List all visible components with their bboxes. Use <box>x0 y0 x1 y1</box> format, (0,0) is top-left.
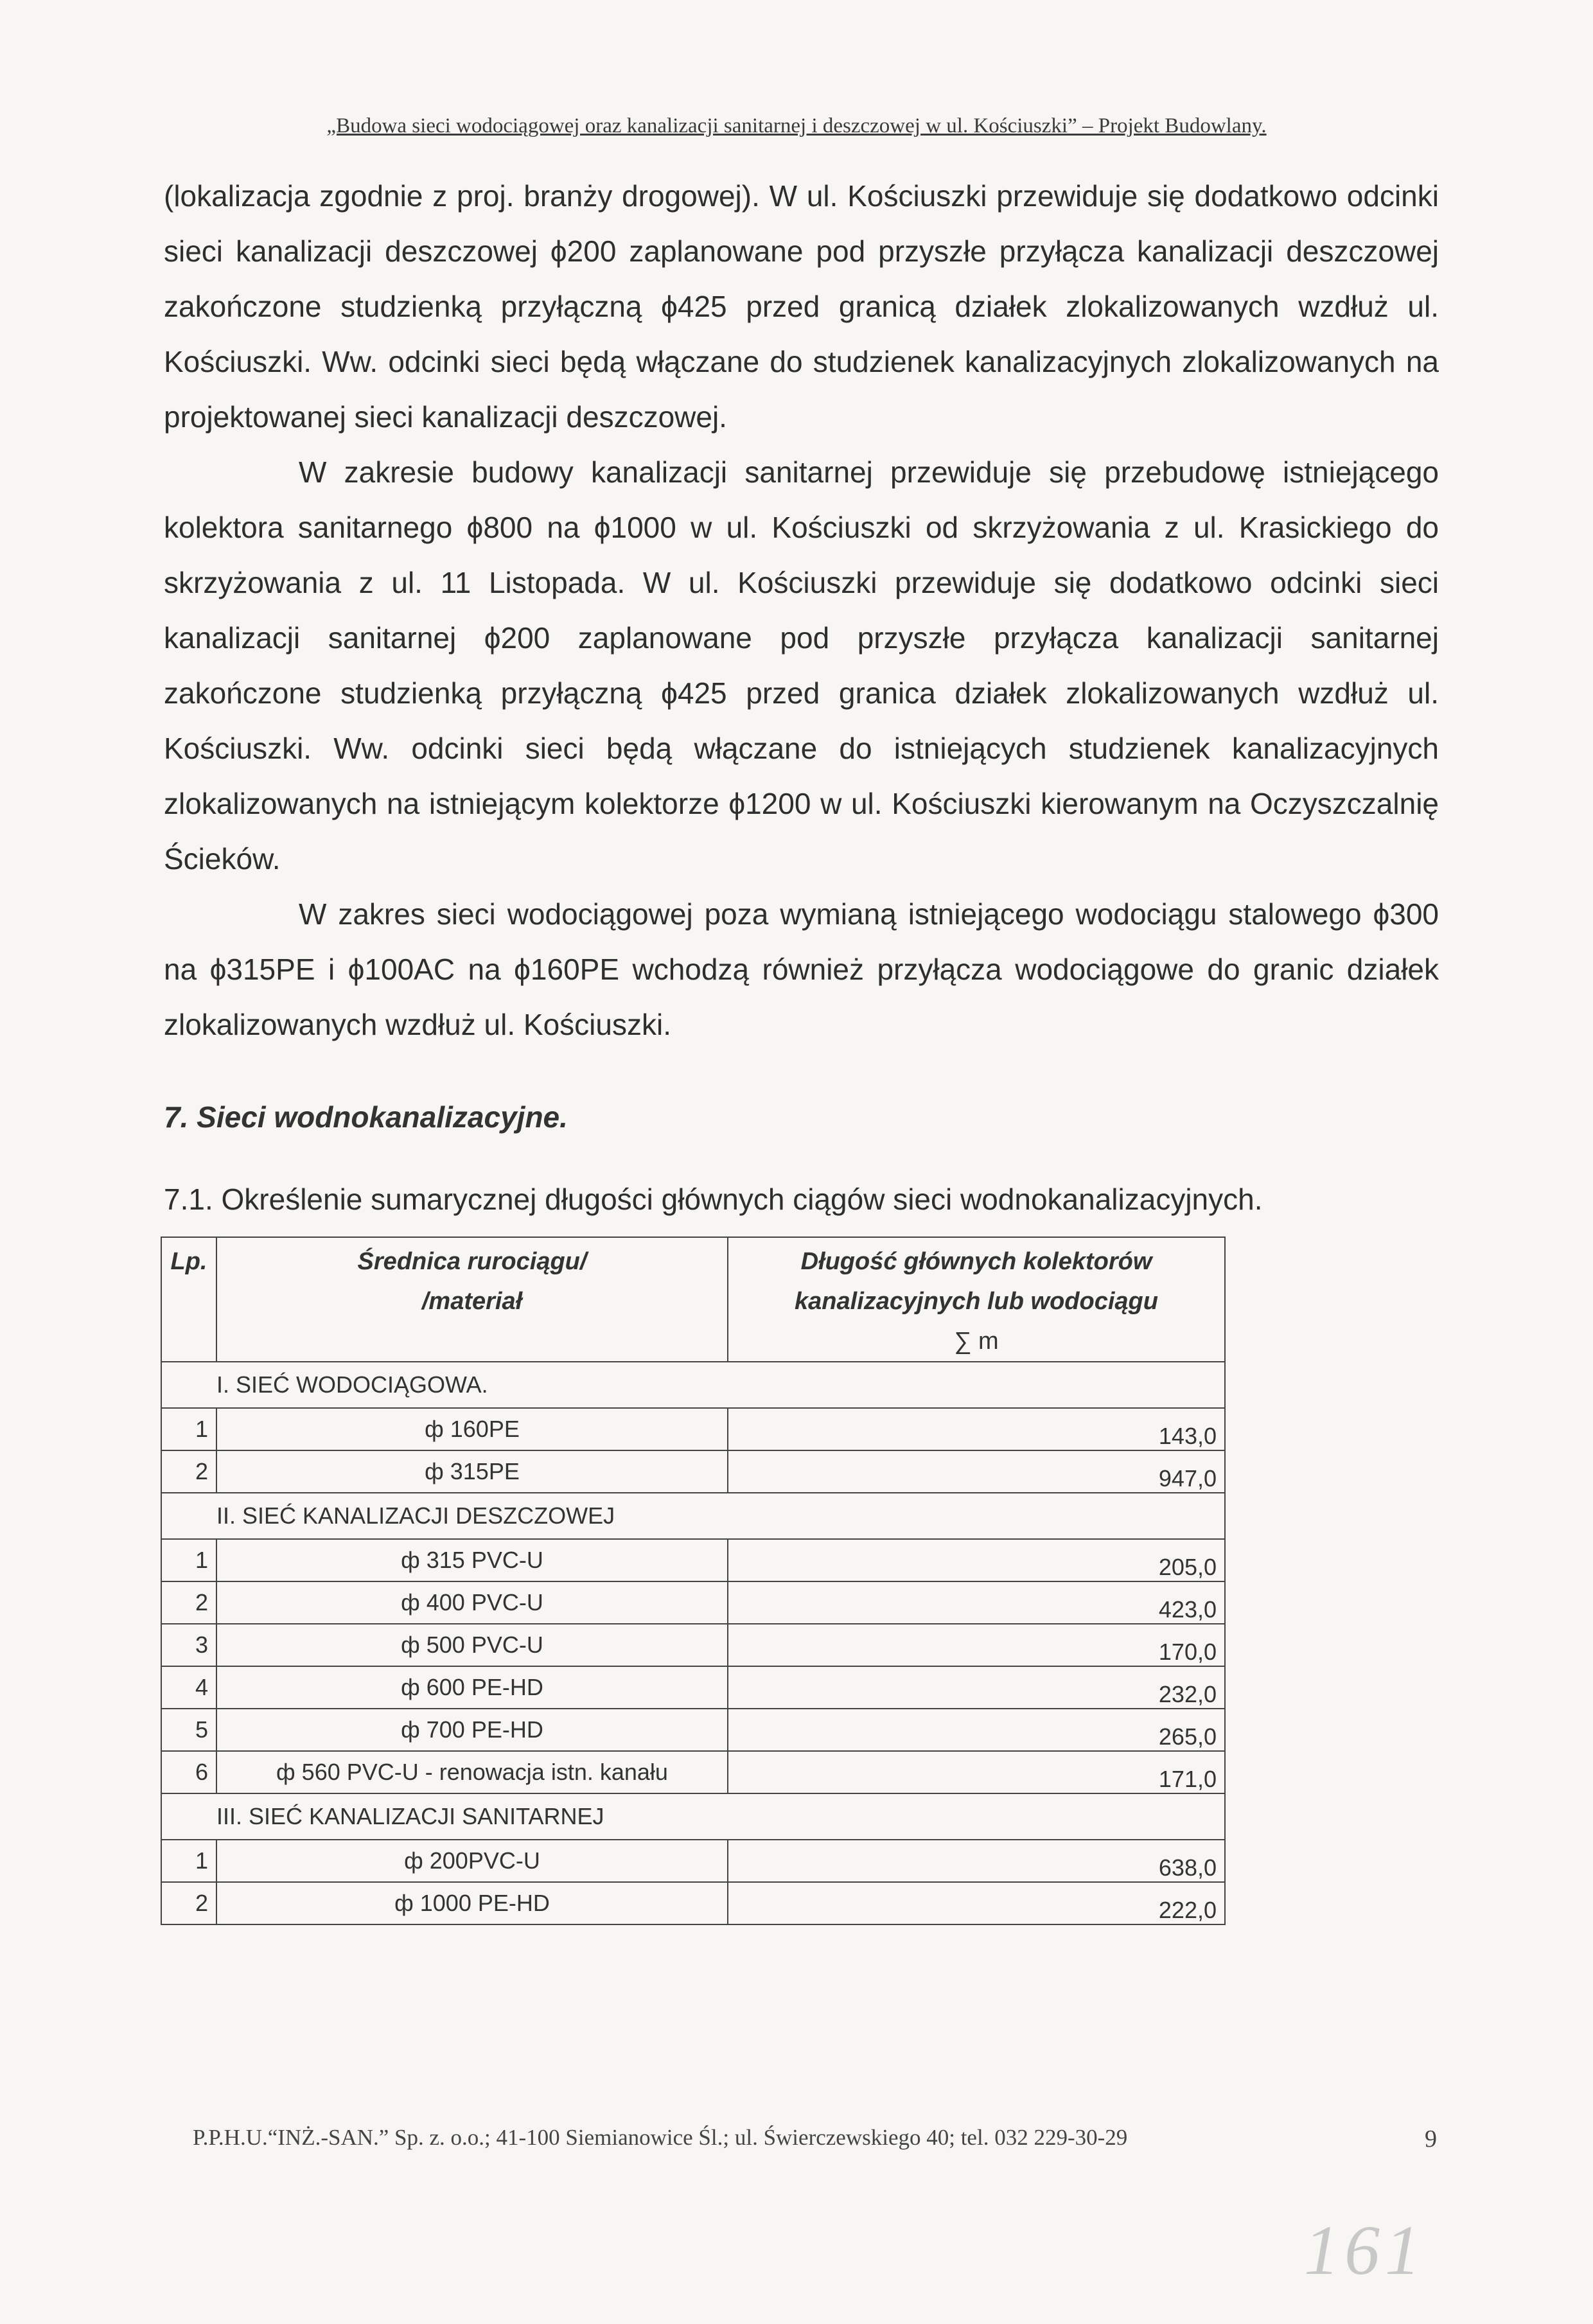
cell-material: ф 1000 PE-HD <box>216 1882 728 1924</box>
table-row <box>161 1882 1225 1924</box>
cell-lp: 1 <box>161 1408 216 1450</box>
section-heading: 7. Sieci wodnokanalizacyjne. <box>164 1100 568 1134</box>
body-text <box>164 168 1439 1052</box>
table-row <box>161 1840 1225 1882</box>
col-length-line-2: kanalizacyjnych lub wodociągu <box>795 1288 1158 1315</box>
cell-lp: 2 <box>161 1581 216 1624</box>
group-title: I. SIEĆ WODOCIĄGOWA. <box>161 1362 1225 1408</box>
table-row <box>161 1539 1225 1581</box>
col-lp-header: Lp. <box>161 1237 216 1362</box>
col-diameter-line-1: Średnica rurociągu/ <box>357 1248 587 1275</box>
cell-length: 222,0 <box>728 1882 1225 1924</box>
table-row <box>161 1450 1225 1493</box>
cell-length: 143,0 <box>728 1408 1225 1450</box>
cell-material: ф 500 PVC-U <box>216 1624 728 1666</box>
cell-length: 171,0 <box>728 1751 1225 1793</box>
pipe-length-table <box>161 1237 1226 1925</box>
cell-material: ф 600 PE-HD <box>216 1666 728 1709</box>
subsection-heading: 7.1. Określenie sumarycznej długości głównych ciągów sieci wodnokanalizacyjnych. <box>164 1183 1263 1216</box>
col-length-header <box>728 1237 1225 1362</box>
document-header: „Budowa sieci wodociągowej oraz kanalizacji sanitarnej i deszczowej w ul. Kościuszki” – Projekt Budowlany. <box>326 114 1267 137</box>
handwritten-page-stamp: 161 <box>1304 2211 1425 2289</box>
cell-length: 232,0 <box>728 1666 1225 1709</box>
cell-material: ф 315PE <box>216 1450 728 1493</box>
cell-length: 265,0 <box>728 1709 1225 1751</box>
col-length-line-3: ∑ m <box>954 1328 999 1355</box>
group-title: II. SIEĆ KANALIZACJI DESZCZOWEJ <box>161 1493 1225 1539</box>
cell-material: ф 315 PVC-U <box>216 1539 728 1581</box>
page-number: 9 <box>1425 2126 1437 2152</box>
table-row <box>161 1666 1225 1709</box>
cell-lp: 2 <box>161 1450 216 1493</box>
cell-material: ф 160PE <box>216 1408 728 1450</box>
cell-length: 205,0 <box>728 1539 1225 1581</box>
paragraph-2: W zakresie budowy kanalizacji sanitarnej przewiduje się przebudowę istniejącego kolektora sanitarnego ϕ800 na ϕ1000 w ul. Kościuszki od skrzyżowania z ul. Krasickiego do skrzyżowania z ul. 11 Listopada. W ul. Kościuszki przewiduje się dodatkowo odcinki sieci kanalizacji sanitarnej ϕ200 zaplanowane pod przyszłe przyłącza kanalizacji sanitarnej zakończone studzienką przyłączną ϕ425 przed granica działek zlokalizowanych wzdłuż ul. Kościuszki. Ww. odcinki sieci będą włączane do istniejących studzienek kanalizacyjnych zlokalizowanych na istniejącym kolektorze ϕ1200 w ul. Kościuszki kierowanym na Oczyszczalnię Ścieków. <box>164 455 1439 876</box>
table-header-row <box>161 1237 1225 1362</box>
table-row <box>161 1709 1225 1751</box>
group-row-storm <box>161 1493 1225 1539</box>
cell-lp: 6 <box>161 1751 216 1793</box>
table-row <box>161 1581 1225 1624</box>
group-row-sanitary <box>161 1793 1225 1840</box>
col-diameter-header <box>216 1237 728 1362</box>
col-diameter-line-2: /materiał <box>421 1288 523 1315</box>
cell-length: 423,0 <box>728 1581 1225 1624</box>
cell-material: ф 560 PVC-U - renowacja istn. kanału <box>216 1751 728 1793</box>
cell-lp: 1 <box>161 1539 216 1581</box>
cell-material: ф 400 PVC-U <box>216 1581 728 1624</box>
cell-lp: 4 <box>161 1666 216 1709</box>
cell-lp: 1 <box>161 1840 216 1882</box>
cell-material: ф 700 PE-HD <box>216 1709 728 1751</box>
col-length-line-1: Długość głównych kolektorów <box>800 1248 1152 1275</box>
cell-lp: 5 <box>161 1709 216 1751</box>
cell-lp: 2 <box>161 1882 216 1924</box>
page-footer: P.P.H.U.“INŻ.-SAN.” Sp. z. o.o.; 41-100 Siemianowice Śl.; ul. Świerczewskiego 40; tel. 032 229-30-29 <box>193 2125 1128 2150</box>
paragraph-1: (lokalizacja zgodnie z proj. branży drogowej). W ul. Kościuszki przewiduje się dodatkowo odcinki sieci kanalizacji deszczowej ϕ200 zaplanowane pod przyszłe przyłącza kanalizacji deszczowej zakończone studzienką przyłączną ϕ425 przed granicą działek zlokalizowanych wzdłuż ul. Kościuszki. Ww. odcinki sieci będą włączane do studzienek kanalizacyjnych zlokalizowanych na projektowanej sieci kanalizacji deszczowej. <box>164 179 1439 434</box>
paragraph-3: W zakres sieci wodociągowej poza wymianą istniejącego wodociągu stalowego ϕ300 na ϕ315PE i ϕ100AC na ϕ160PE wchodzą również przyłącza wodociągowe do granic działek zlokalizowanych wzdłuż ul. Kościuszki. <box>164 897 1439 1041</box>
cell-lp: 3 <box>161 1624 216 1666</box>
group-title: III. SIEĆ KANALIZACJI SANITARNEJ <box>161 1793 1225 1840</box>
group-row-water <box>161 1362 1225 1408</box>
table-row <box>161 1408 1225 1450</box>
cell-length: 638,0 <box>728 1840 1225 1882</box>
cell-material: ф 200PVC-U <box>216 1840 728 1882</box>
table-row <box>161 1751 1225 1793</box>
cell-length: 947,0 <box>728 1450 1225 1493</box>
table-row <box>161 1624 1225 1666</box>
cell-length: 170,0 <box>728 1624 1225 1666</box>
